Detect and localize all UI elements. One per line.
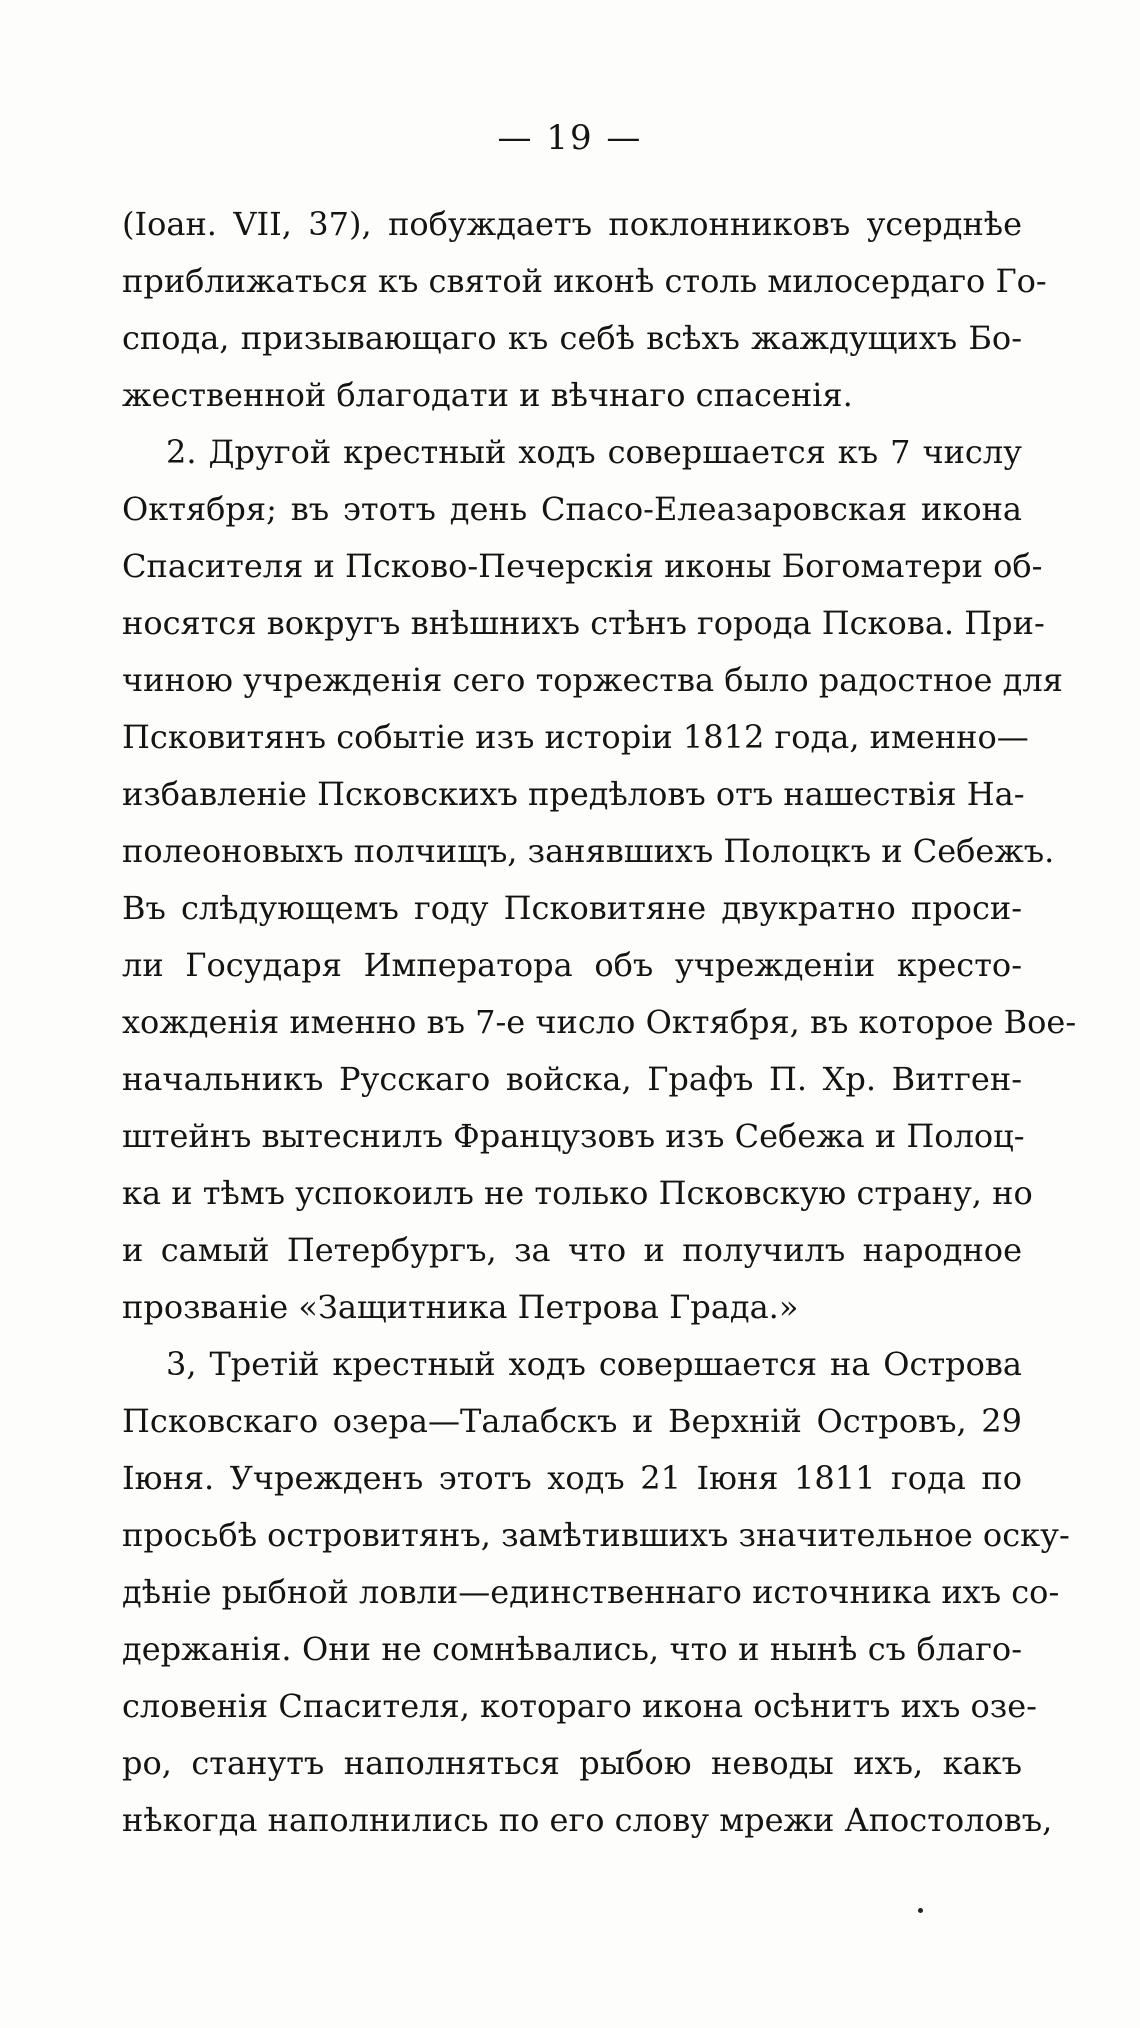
text-line: штейнъ вытеснилъ Французовъ изъ Себежа и Полоц- <box>122 1117 1025 1155</box>
text-line: спода, призывающаго къ себѣ всѣхъ жаждущихъ Бо- <box>122 319 1022 357</box>
text-line: Спасителя и Псково-Печерскія иконы Богоматери об- <box>122 547 1043 585</box>
text-line: держанія. Они не сомнѣвались, что и нынѣ съ благо- <box>122 1630 1022 1668</box>
text-line: избавленіе Псковскихъ предѣловъ отъ нашествія На- <box>122 775 1025 813</box>
text-line: ро, станутъ наполняться рыбою неводы ихъ, какъ <box>122 1744 1022 1782</box>
page-number: — 19 — <box>497 118 643 158</box>
text-line: начальникъ Русскаго войска, Графъ П. Хр. Витген- <box>122 1060 1022 1098</box>
text-line: Въ слѣдующемъ году Псковитяне двукратно проси- <box>122 889 1022 927</box>
text-line: и самый Петербургъ, за что и получилъ народное <box>122 1231 1022 1269</box>
text-line: Псковскаго озера—Талабскъ и Верхній Островъ, 29 <box>122 1402 1022 1440</box>
text-line: хожденія именно въ 7-е число Октября, въ которое Вое- <box>122 1003 1077 1041</box>
text-line: просьбѣ островитянъ, замѣтившихъ значительное оску- <box>122 1516 1070 1554</box>
text-line: (Іоан. VII, 37), побуждаетъ поклонниковъ усерднѣе <box>122 205 1022 243</box>
text-line: ка и тѣмъ успокоилъ не только Псковскую страну, но <box>122 1174 1033 1212</box>
text-line: прозваніе «Защитника Петрова Града.» <box>122 1288 799 1326</box>
text-line: нѣкогда наполнились по его слову мрежи Апостоловъ, <box>122 1801 1053 1839</box>
text-line: полеоновыхъ полчищъ, занявшихъ Полоцкъ и Себежъ. <box>122 832 1055 870</box>
text-line: 2. Другой крестный ходъ совершается къ 7 числу <box>166 433 1022 471</box>
ink-speck <box>918 1908 923 1913</box>
text-line: дѣніе рыбной ловли—единственнаго источника ихъ со- <box>122 1573 1060 1611</box>
text-line: Октября; въ этотъ день Спасо-Елеазаровская икона <box>122 490 1022 528</box>
text-line: ли Государя Императора объ учрежденіи кресто- <box>122 946 1022 984</box>
text-line: чиною учрежденія сего торжества было радостное для <box>122 661 1063 699</box>
text-line: словенія Спасителя, котораго икона осѣнитъ ихъ озе- <box>122 1687 1037 1725</box>
text-line: приближаться къ святой иконѣ столь милосердаго Го- <box>122 262 1047 300</box>
text-line: носятся вокругъ внѣшнихъ стѣнъ города Пскова. При- <box>122 604 1045 642</box>
text-line: 3, Третій крестный ходъ совершается на Острова <box>166 1345 1022 1383</box>
text-line: жественной благодати и вѣчнаго спасенія. <box>122 376 853 414</box>
page-body-text <box>122 196 1077 1849</box>
text-line: Псковитянъ событіе изъ исторіи 1812 года, именно— <box>122 718 1029 756</box>
text-line: Іюня. Учрежденъ этотъ ходъ 21 Іюня 1811 года по <box>122 1459 1022 1497</box>
